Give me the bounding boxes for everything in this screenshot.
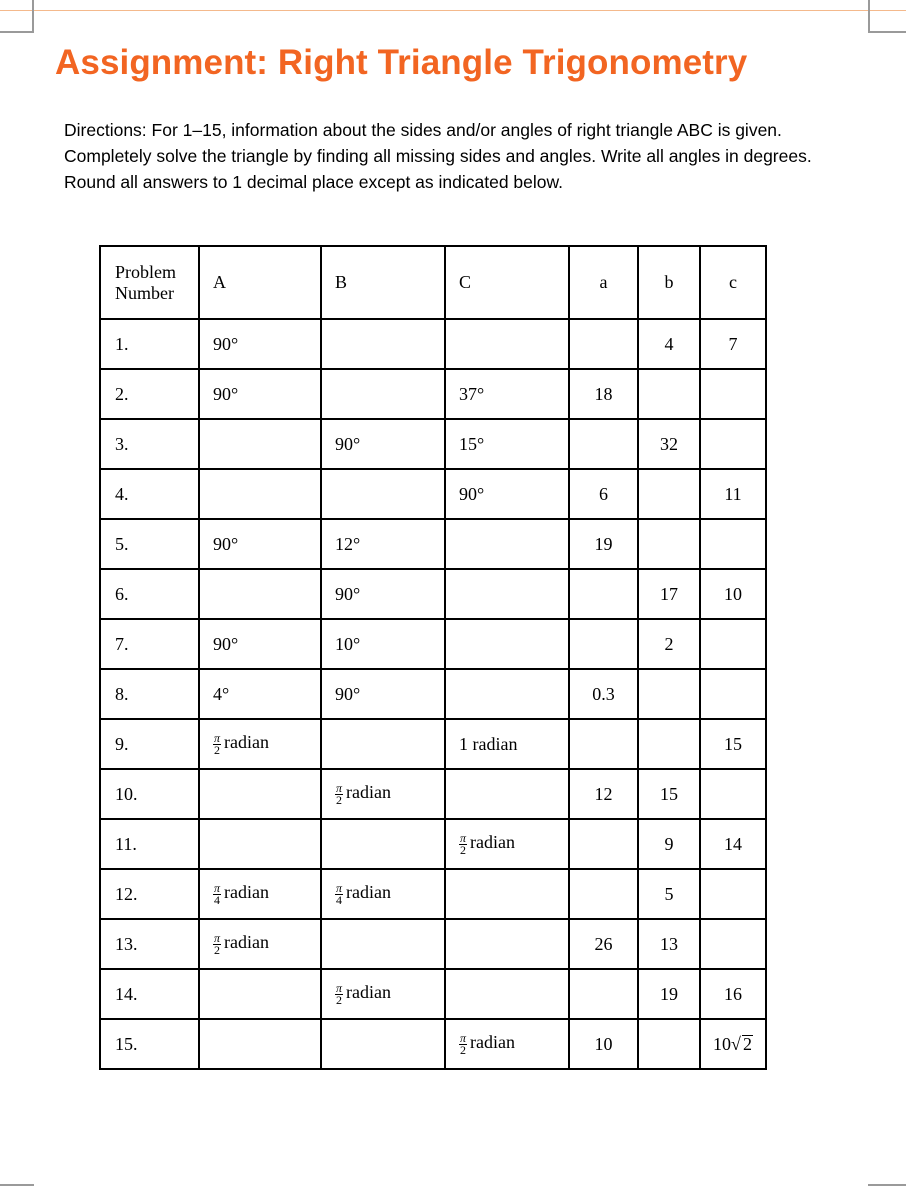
problem-number: 7. <box>100 619 199 669</box>
cell-angle-B <box>321 369 445 419</box>
cell-side-a: 19 <box>569 519 638 569</box>
table-row <box>100 869 766 919</box>
header-side-a: a <box>569 246 638 319</box>
cell-side-b <box>638 469 700 519</box>
problem-number: 14. <box>100 969 199 1019</box>
cell-side-b: 2 <box>638 619 700 669</box>
cell-side-a: 18 <box>569 369 638 419</box>
cell-side-b: 19 <box>638 969 700 1019</box>
cell-angle-C <box>445 919 569 969</box>
cell-angle-A <box>199 719 321 769</box>
cell-side-a <box>569 319 638 369</box>
cell-angle-A <box>199 969 321 1019</box>
pi-fraction: $\frac{\pi}{2}$ <box>336 980 343 1007</box>
problem-number: 5. <box>100 519 199 569</box>
cell-side-c <box>700 669 766 719</box>
cell-angle-B <box>321 469 445 519</box>
cell-side-b: 5 <box>638 869 700 919</box>
cell-side-a: 10 <box>569 1019 638 1069</box>
table-row <box>100 1019 766 1069</box>
cell-angle-B: 90° <box>321 569 445 619</box>
pi-fraction: $\frac{\pi}{4}$ <box>336 880 343 907</box>
cell-angle-B <box>321 719 445 769</box>
directions-text: Directions: For 1–15, information about the sides and/or angles of right triangle ABC is given. Completely solve the triangle by finding all missing sides and angles. Write all angles in degrees. Round all answers to 1 decimal place except as indicated below. <box>64 120 812 192</box>
problem-number: 13. <box>100 919 199 969</box>
cell-angle-C: 37° <box>445 369 569 419</box>
header-angle-B: B <box>321 246 445 319</box>
cell-angle-A <box>199 919 321 969</box>
pi-fraction: $\frac{\pi}{2}$ <box>460 1030 467 1057</box>
header-angle-A: A <box>199 246 321 319</box>
cell-angle-C: 90° <box>445 469 569 519</box>
corner-mark-bottom-left <box>0 1184 34 1192</box>
cell-angle-A <box>199 469 321 519</box>
cell-side-a: 6 <box>569 469 638 519</box>
corner-mark-top-right <box>868 0 906 33</box>
cell-side-a: 0.3 <box>569 669 638 719</box>
cell-side-c: 7 <box>700 319 766 369</box>
table-row <box>100 669 766 719</box>
cell-side-b <box>638 369 700 419</box>
cell-angle-B: 10° <box>321 619 445 669</box>
pi-fraction: $\frac{\pi}{2}$ <box>214 930 221 957</box>
cell-side-a <box>569 819 638 869</box>
problem-number: 6. <box>100 569 199 619</box>
cell-side-c <box>700 919 766 969</box>
table-row <box>100 569 766 619</box>
cell-angle-C <box>445 569 569 619</box>
cell-angle-A: 90° <box>199 519 321 569</box>
cell-angle-C: 1 radian <box>445 719 569 769</box>
cell-angle-C <box>445 819 569 869</box>
cell-side-c: 10 <box>700 569 766 619</box>
cell-angle-A <box>199 419 321 469</box>
cell-angle-C <box>445 669 569 719</box>
radical-coefficient: 10 <box>713 1033 732 1054</box>
header-angle-C: C <box>445 246 569 319</box>
cell-side-b: 4 <box>638 319 700 369</box>
cell-angle-B <box>321 819 445 869</box>
header-problem-line2: Number <box>115 282 174 303</box>
pi-fraction: $\frac{\pi}{4}$ <box>214 880 221 907</box>
cell-side-c: 14 <box>700 819 766 869</box>
problem-number: 2. <box>100 369 199 419</box>
radicand: 2 <box>742 1033 752 1054</box>
header-rule <box>0 10 906 11</box>
cell-angle-A <box>199 869 321 919</box>
table-row <box>100 369 766 419</box>
table-row <box>100 319 766 369</box>
cell-angle-A: 90° <box>199 369 321 419</box>
cell-side-b <box>638 519 700 569</box>
cell-angle-C <box>445 769 569 819</box>
radian-unit: radian <box>224 732 269 753</box>
header-side-b: b <box>638 246 700 319</box>
table-row <box>100 469 766 519</box>
sqrt-symbol: √ <box>731 1033 741 1054</box>
table-header-row <box>100 246 766 319</box>
cell-side-b <box>638 1019 700 1069</box>
pi-fraction: $\frac{\pi}{2}$ <box>460 830 467 857</box>
cell-angle-A: 90° <box>199 319 321 369</box>
cell-side-c <box>700 769 766 819</box>
corner-mark-top-left <box>0 0 34 33</box>
table-row <box>100 619 766 669</box>
problem-number: 10. <box>100 769 199 819</box>
cell-side-b <box>638 719 700 769</box>
cell-side-b: 17 <box>638 569 700 619</box>
problem-number: 9. <box>100 719 199 769</box>
radian-unit: radian <box>224 932 269 953</box>
problem-number: 8. <box>100 669 199 719</box>
radian-unit: radian <box>346 982 391 1003</box>
cell-angle-C <box>445 969 569 1019</box>
cell-side-a <box>569 619 638 669</box>
cell-side-a <box>569 419 638 469</box>
cell-angle-C <box>445 319 569 369</box>
radian-unit: radian <box>346 782 391 803</box>
cell-side-c <box>700 1019 766 1069</box>
table-row <box>100 969 766 1019</box>
cell-angle-C: 15° <box>445 419 569 469</box>
problem-number: 11. <box>100 819 199 869</box>
cell-side-c: 16 <box>700 969 766 1019</box>
radian-unit: radian <box>470 832 515 853</box>
cell-side-c <box>700 519 766 569</box>
header-problem-number <box>100 246 199 319</box>
cell-angle-A: 90° <box>199 619 321 669</box>
cell-angle-B <box>321 919 445 969</box>
problem-number: 1. <box>100 319 199 369</box>
cell-side-b: 13 <box>638 919 700 969</box>
problems-table-body <box>100 246 766 1069</box>
cell-angle-B: 12° <box>321 519 445 569</box>
radian-unit: radian <box>346 882 391 903</box>
header-side-c: c <box>700 246 766 319</box>
cell-angle-B <box>321 869 445 919</box>
cell-side-a <box>569 869 638 919</box>
cell-side-a: 26 <box>569 919 638 969</box>
cell-angle-B <box>321 1019 445 1069</box>
cell-angle-B <box>321 969 445 1019</box>
table-row <box>100 919 766 969</box>
table-row <box>100 719 766 769</box>
cell-angle-C <box>445 619 569 669</box>
problems-table <box>99 245 767 1070</box>
cell-side-b: 32 <box>638 419 700 469</box>
cell-side-b: 15 <box>638 769 700 819</box>
cell-angle-A <box>199 1019 321 1069</box>
table-row <box>100 769 766 819</box>
cell-side-b: 9 <box>638 819 700 869</box>
cell-side-c <box>700 619 766 669</box>
cell-angle-C <box>445 519 569 569</box>
radian-unit: radian <box>224 882 269 903</box>
problem-number: 15. <box>100 1019 199 1069</box>
header-problem-line1: Problem <box>115 261 176 282</box>
problem-number: 12. <box>100 869 199 919</box>
cell-angle-A: 4° <box>199 669 321 719</box>
cell-side-a <box>569 569 638 619</box>
table-row <box>100 819 766 869</box>
cell-side-c: 15 <box>700 719 766 769</box>
cell-angle-A <box>199 569 321 619</box>
cell-angle-A <box>199 769 321 819</box>
cell-angle-C <box>445 869 569 919</box>
cell-angle-A <box>199 819 321 869</box>
cell-angle-B: 90° <box>321 419 445 469</box>
cell-side-c <box>700 869 766 919</box>
cell-angle-B <box>321 319 445 369</box>
table-row <box>100 519 766 569</box>
corner-mark-bottom-right <box>868 1184 906 1192</box>
cell-angle-B: 90° <box>321 669 445 719</box>
cell-side-a: 12 <box>569 769 638 819</box>
cell-side-b <box>638 669 700 719</box>
radian-unit: radian <box>470 1032 515 1053</box>
cell-angle-B <box>321 769 445 819</box>
cell-side-c: 11 <box>700 469 766 519</box>
pi-fraction: $\frac{\pi}{2}$ <box>214 730 221 757</box>
cell-side-c <box>700 369 766 419</box>
cell-angle-C <box>445 1019 569 1069</box>
pi-fraction: $\frac{\pi}{2}$ <box>336 780 343 807</box>
cell-side-a <box>569 719 638 769</box>
problem-number: 4. <box>100 469 199 519</box>
cell-side-c <box>700 419 766 469</box>
page-title: Assignment: Right Triangle Trigonometry <box>55 43 748 82</box>
cell-side-a <box>569 969 638 1019</box>
table-row <box>100 419 766 469</box>
problem-number: 3. <box>100 419 199 469</box>
